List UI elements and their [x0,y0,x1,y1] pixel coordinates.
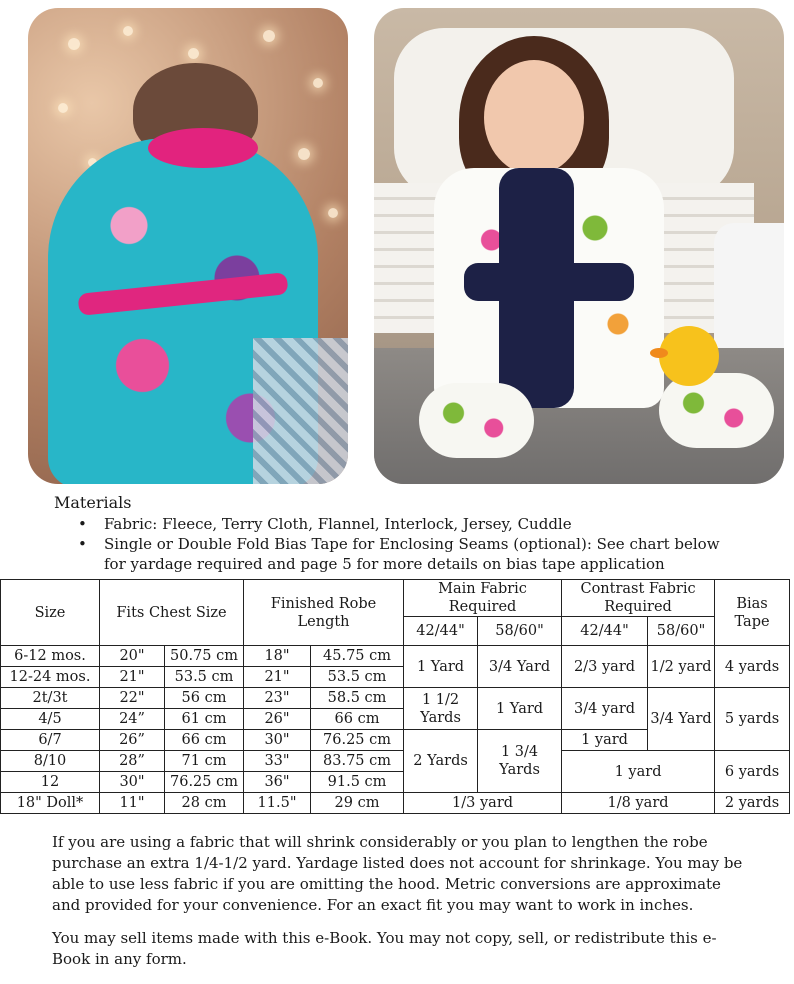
doll-slipper [659,373,774,448]
header-length: Finished Robe Length [244,580,404,646]
contrast-42-cell: 2/3 yard [562,646,648,688]
header-contrast-58: 58/60" [648,617,715,646]
chest-cm-cell: 71 cm [165,751,244,772]
contrast-58-cell: 1/2 yard [648,646,715,688]
main-58-cell: 3/4 Yard [478,646,562,688]
bokeh-light [263,30,275,42]
main-58-cell: 1 Yard [478,688,562,730]
header-chest: Fits Chest Size [100,580,244,646]
bokeh-light [68,38,80,50]
size-cell: 18" Doll* [1,793,100,814]
bullet-icon: • [78,535,87,553]
bokeh-light [188,48,199,59]
table-row [1,793,790,814]
bullet-icon: • [78,515,87,533]
size-cell: 6/7 [1,730,100,751]
chest-cm-cell: 28 cm [165,793,244,814]
bokeh-light [123,26,133,36]
contrast-42-cell: 1 yard [562,730,648,751]
list-item [74,534,724,574]
bias-cell: 4 yards [715,646,790,688]
bokeh-light [298,148,310,160]
length-in-cell: 18" [244,646,311,667]
length-in-cell: 33" [244,751,311,772]
header-main-42: 42/44" [404,617,478,646]
header-main-58: 58/60" [478,617,562,646]
length-in-cell: 11.5" [244,793,311,814]
chest-in-cell: 21" [100,667,165,688]
chest-in-cell: 24” [100,709,165,730]
contrast-58-cell: 3/4 Yard [648,688,715,751]
chest-cm-cell: 53.5 cm [165,667,244,688]
size-cell: 2t/3t [1,688,100,709]
chest-cm-cell: 50.75 cm [165,646,244,667]
size-cell: 4/5 [1,709,100,730]
chest-in-cell: 22" [100,688,165,709]
header-contrast-fabric: Contrast Fabric Required [562,580,715,617]
bias-cell: 5 yards [715,688,790,751]
main-58-cell: 1 3/4 Yards [478,730,562,793]
rubber-duck [659,326,719,386]
main-42-cell: 1 1/2 Yards [404,688,478,730]
chest-in-cell: 20" [100,646,165,667]
length-in-cell: 36" [244,772,311,793]
contrast-cell: 1 yard [562,751,715,793]
main-doll-cell: 1/3 yard [404,793,562,814]
doll-face [484,60,584,175]
size-cell: 12 [1,772,100,793]
header-main-fabric: Main Fabric Required [404,580,562,617]
child-robe-photo [28,8,348,484]
size-cell: 6-12 mos. [1,646,100,667]
shrinkage-note: If you are using a fabric that will shrink considerably or you plan to lengthen the robe purchase an extra 1/4-1/2 yard. Yardage listed does not account for shrinkage. You may be able to use less fabric if you are omitting the hood. Metric conversions are approximate and provided for your convenience. For an exact fit you may want to work in inches. [52,833,743,914]
list-item-text: Fabric: Fleece, Terry Cloth, Flannel, Interlock, Jersey, Cuddle [104,515,572,533]
chest-in-cell: 26” [100,730,165,751]
bokeh-light [328,208,338,218]
list-item-text: Single or Double Fold Bias Tape for Enclosing Seams (optional): See chart below for yardage required and page 5 for more details on bias tape application [104,535,720,573]
gift-box [253,338,348,484]
doll-robe-belt [464,263,634,301]
length-in-cell: 30" [244,730,311,751]
length-cm-cell: 53.5 cm [311,667,404,688]
chest-in-cell: 11" [100,793,165,814]
length-cm-cell: 91.5 cm [311,772,404,793]
chest-cm-cell: 56 cm [165,688,244,709]
length-in-cell: 21" [244,667,311,688]
header-contrast-42: 42/44" [562,617,648,646]
rubber-duck-beak [650,348,668,358]
size-chart-table [0,579,790,814]
header-bias-tape: Bias Tape [715,580,790,646]
header-size: Size [1,580,100,646]
length-cm-cell: 76.25 cm [311,730,404,751]
table-row [1,688,790,709]
chest-cm-cell: 61 cm [165,709,244,730]
hood-trim [148,128,258,168]
doll-slipper [419,383,534,458]
contrast-42-cell: 3/4 yard [562,688,648,730]
length-cm-cell: 66 cm [311,709,404,730]
length-in-cell: 26" [244,709,311,730]
length-cm-cell: 83.75 cm [311,751,404,772]
bias-doll-cell: 2 yards [715,793,790,814]
length-in-cell: 23" [244,688,311,709]
chest-in-cell: 28” [100,751,165,772]
length-cm-cell: 29 cm [311,793,404,814]
chest-cm-cell: 76.25 cm [165,772,244,793]
bias-cell: 6 yards [715,751,790,793]
chest-cm-cell: 66 cm [165,730,244,751]
length-cm-cell: 58.5 cm [311,688,404,709]
chest-in-cell: 30" [100,772,165,793]
contrast-doll-cell: 1/8 yard [562,793,715,814]
doll-robe-photo [374,8,784,484]
table-row [1,751,790,772]
materials-heading: Materials [54,493,132,512]
length-cm-cell: 45.75 cm [311,646,404,667]
size-cell: 12-24 mos. [1,667,100,688]
size-cell: 8/10 [1,751,100,772]
list-item [74,514,724,534]
license-note: You may sell items made with this e-Book. You may not copy, sell, or redistribute this e-Book in any form. [52,929,717,968]
bokeh-light [58,103,68,113]
main-42-cell: 1 Yard [404,646,478,688]
bokeh-light [313,78,323,88]
table-row [1,646,790,667]
main-42-cell: 2 Yards [404,730,478,793]
materials-list [74,514,724,574]
